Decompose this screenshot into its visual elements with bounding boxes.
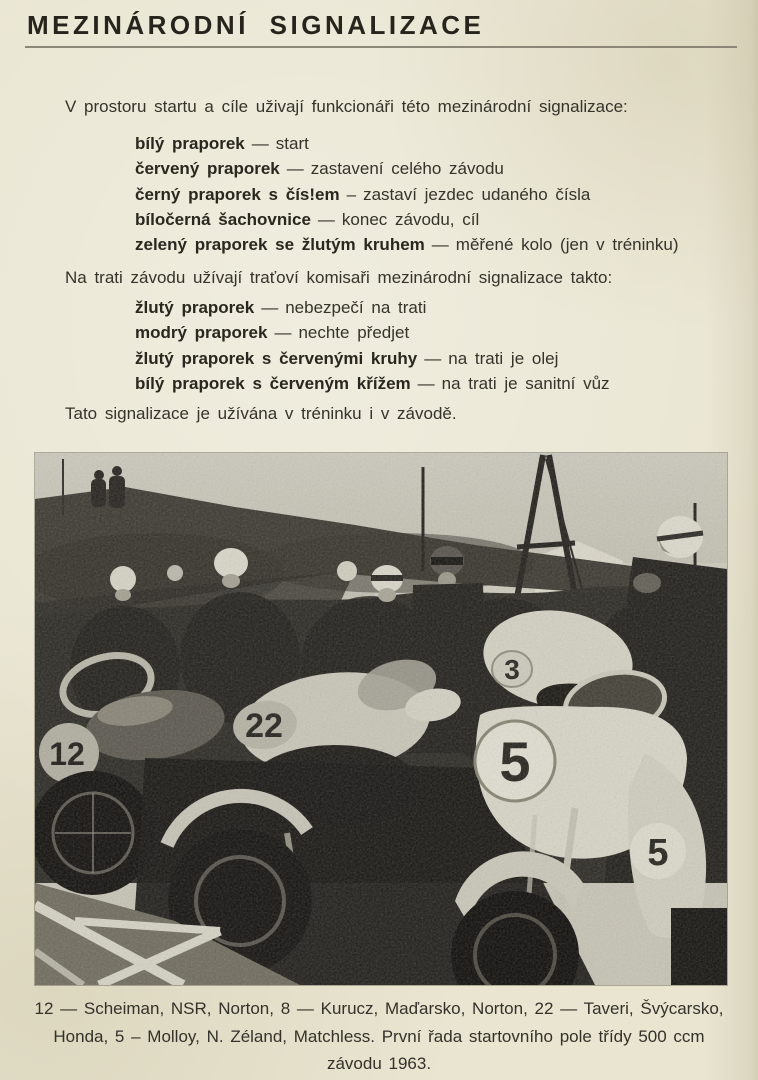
signal-description: zastavení celého závodu [310, 159, 504, 179]
signal-term: červený praporek [135, 159, 280, 179]
title-rule [25, 46, 737, 48]
dash-separator: — [417, 373, 435, 393]
signal-description: na trati je olej [448, 348, 559, 368]
signal-list-track [135, 298, 610, 399]
signal-term: bílý praporek s červeným křížem [135, 373, 411, 393]
photo-caption [14, 995, 744, 1078]
signal-description: start [275, 134, 309, 153]
signal-term: bílý praporek [135, 134, 245, 153]
signal-term: černý praporek s čís!em [135, 184, 340, 204]
signal-term: žlutý praporek s červenými kruhy [135, 348, 418, 368]
grid-photo-illustration [35, 453, 727, 985]
halftone-grain [35, 453, 727, 985]
signal-term: zelený praporek se žlutým kruhem [135, 235, 425, 255]
signal-description: nebezpečí na trati [285, 298, 427, 317]
closing-note: Tato signalizace je užívána v tréninku i v závodě. [65, 404, 457, 423]
signal-term: žlutý praporek [135, 298, 255, 317]
caption-line: 12 — Scheiman, NSR, Norton, 8 — Kurucz, Maďarsko, Norton, 22 — Taveri, Švýcarsko, [34, 999, 724, 1018]
signal-description: měřené kolo (jen v tréninku) [455, 235, 679, 255]
signal-description: konec závodu, cíl [341, 209, 480, 229]
intro-track: Na trati závodu užívají traťoví komisaři mezinárodní signalizace takto: [65, 268, 613, 287]
signal-term: modrý praporek [135, 323, 268, 343]
signal-description: zastaví jezdec udaného čísla [363, 184, 591, 204]
signal-item [135, 235, 679, 260]
signal-item [135, 185, 679, 210]
signal-list-start-finish [135, 134, 679, 260]
signal-item [135, 134, 679, 159]
dash-separator: — [431, 235, 449, 255]
dash-separator: — [261, 298, 279, 317]
signal-item [135, 210, 679, 235]
dash-separator: — [274, 323, 292, 343]
dash-separator: — [317, 209, 335, 229]
dash-separator: — [286, 159, 304, 179]
intro-start-finish: V prostoru startu a cíle uživají funkcionáři této mezinárodní signalizace: [65, 97, 628, 116]
signal-description: nechte předjet [298, 323, 410, 343]
signal-item [135, 298, 610, 323]
caption-line: závodu 1963. [326, 1054, 432, 1073]
signal-item [135, 374, 610, 399]
signal-description: na trati je sanitní vůz [441, 373, 610, 393]
dash-separator: — [251, 134, 269, 153]
dash-separator: – [346, 184, 357, 204]
dash-separator: — [424, 348, 442, 368]
grid-photo [35, 453, 727, 985]
page-title: MEZINÁRODNÍ SIGNALIZACE [27, 10, 485, 40]
signal-item [135, 349, 610, 374]
signal-item [135, 323, 610, 348]
caption-line: Honda, 5 – Molloy, N. Zéland, Matchless. První řada startovního pole třídy 500 ccm [53, 1026, 705, 1046]
signal-item [135, 159, 679, 184]
signal-term: bíločerná šachovnice [135, 209, 311, 229]
